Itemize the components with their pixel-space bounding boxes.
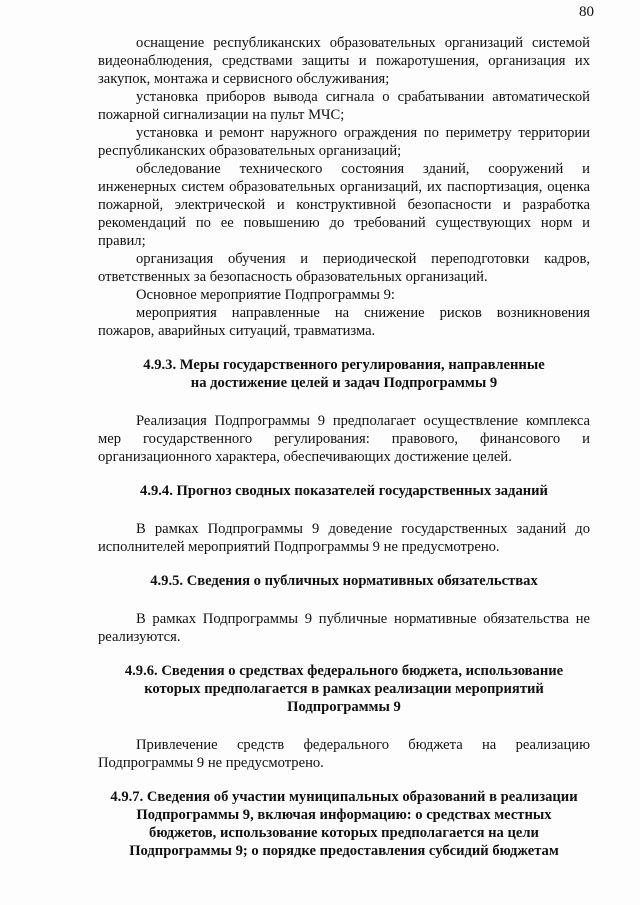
intro-paragraph: мероприятия направленные на снижение рисков возникновения пожаров, аварийных ситуаций, травматизма. — [98, 305, 590, 339]
section-body-4-9-4: В рамках Подпрограммы 9 доведение государственных заданий до исполнителей мероприятий Подпрограммы 9 не предусмотрено. — [98, 521, 590, 555]
section-body-4-9-6: Привлечение средств федерального бюджета на реализацию Подпрограммы 9 не предусмотрено. — [98, 737, 590, 771]
heading-line: Подпрограммы 9, включая информацию: о средствах местных — [136, 807, 552, 823]
document-body — [98, 34, 590, 860]
section-heading-4-9-6 — [98, 662, 590, 716]
heading-line: которых предполагается в рамках реализации мероприятий — [144, 681, 544, 697]
page-number: 80 — [579, 4, 594, 20]
intro-paragraph: установка приборов вывода сигнала о срабатывании автоматической пожарной сигнализации на пульт МЧС; — [98, 89, 590, 123]
heading-line: Подпрограммы 9; о порядке предоставления субсидий бюджетам — [129, 843, 559, 859]
intro-paragraph: организация обучения и периодической переподготовки кадров, ответственных за безопасность образовательных организаций. — [98, 251, 590, 285]
section-body-4-9-3: Реализация Подпрограммы 9 предполагает осуществление комплекса мер государственного регулирования: правового, финансового и организационного характера, обеспечивающих достижение целей. — [98, 413, 590, 465]
intro-paragraph: установка и ремонт наружного ограждения по периметру территории республиканских образовательных организаций; — [98, 125, 590, 159]
section-heading-4-9-7 — [98, 788, 590, 860]
section-heading-4-9-5 — [98, 572, 590, 590]
heading-line: 4.9.4. Прогноз сводных показателей государственных заданий — [140, 483, 548, 499]
section-body-4-9-5: В рамках Подпрограммы 9 публичные нормативные обязательства не реализуются. — [98, 611, 590, 645]
heading-line: 4.9.3. Меры государственного регулирования, направленные — [143, 357, 545, 373]
heading-line: Подпрограммы 9 — [287, 699, 401, 715]
heading-line: 4.9.7. Сведения об участии муниципальных образований в реализации — [110, 789, 578, 805]
intro-paragraph: Основное мероприятие Подпрограммы 9: — [136, 287, 395, 303]
heading-line: 4.9.5. Сведения о публичных нормативных обязательствах — [150, 573, 538, 589]
section-heading-4-9-3 — [98, 356, 590, 392]
heading-line: бюджетов, использование которых предполагается на цели — [149, 825, 539, 841]
intro-paragraph: оснащение республиканских образовательных организаций системой видеонаблюдения, средствами защиты и пожаротушения, организация их закупок, монтажа и сервисного обслуживания; — [98, 35, 590, 87]
heading-line: 4.9.6. Сведения о средствах федерального бюджета, использование — [124, 663, 564, 679]
heading-line: на достижение целей и задач Подпрограммы 9 — [190, 375, 498, 391]
intro-paragraph: обследование технического состояния зданий, сооружений и инженерных систем образовательных организаций, их паспортизация, оценка пожарной, электрической и конструктивной безопасности и разработка рекомендаций по ее повышению до требований существующих норм и правил; — [98, 161, 590, 249]
section-heading-4-9-4 — [98, 482, 590, 500]
